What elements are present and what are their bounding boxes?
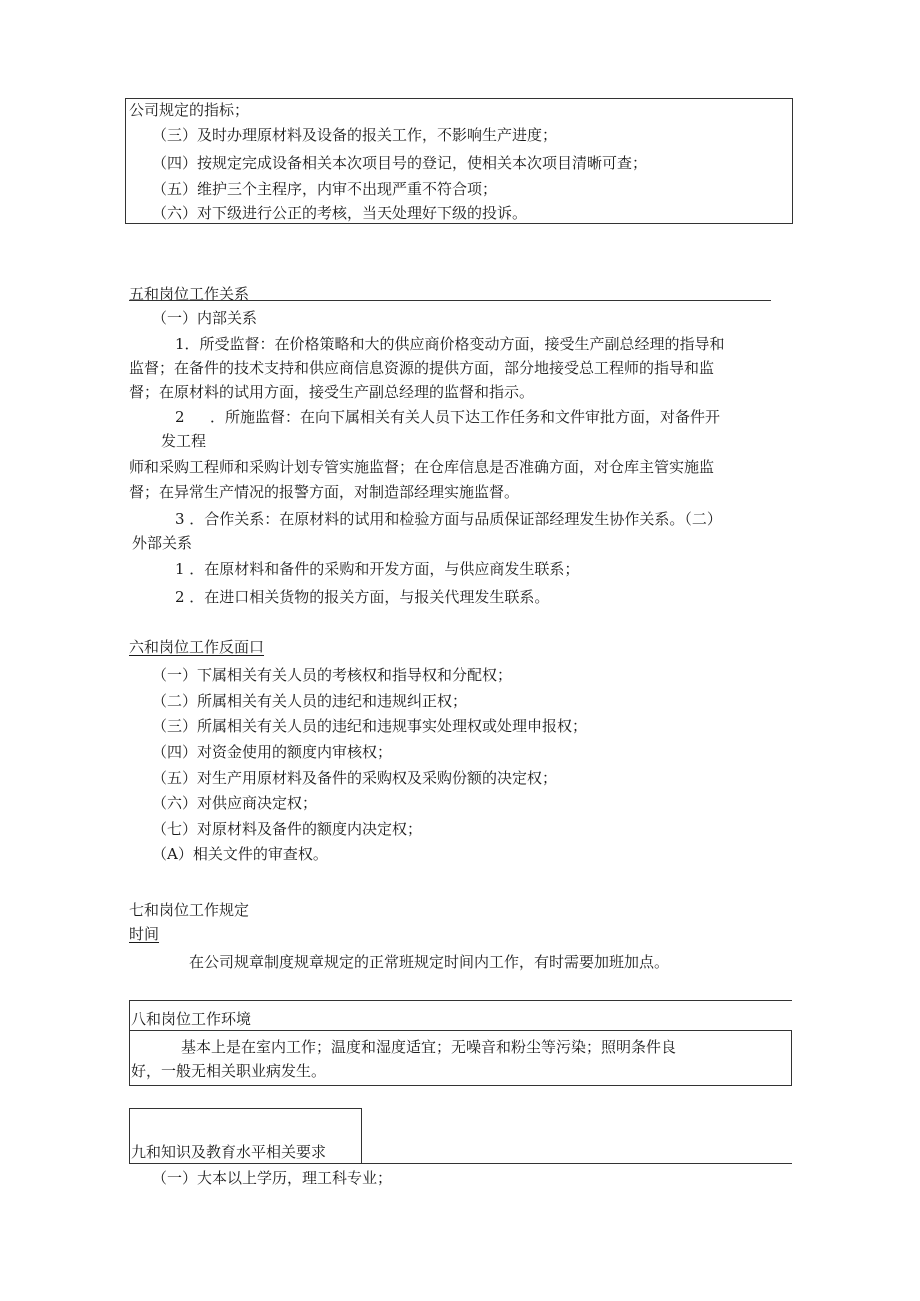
- cooperation-line: 3 ．合作关系：在原材料的试用和检验方面与品质保证部经理发生协作关系。（二）: [175, 510, 722, 528]
- section7-subtitle: 时间: [129, 925, 160, 943]
- authority-item-6: （六）对供应商决定权；: [152, 794, 318, 812]
- authority-item-3: （三）所属相关有关人员的违纪和违规事实处理权或处理申报权；: [152, 717, 588, 735]
- section6-title: 六和岗位工作反面口: [129, 638, 265, 656]
- supervision-line-2: 师和采购工程师和采购计划专管实施监督；在仓库信息是否准确方面，对仓库主管实施监: [129, 458, 715, 476]
- environment-line-0: 基本上是在室内工作；温度和湿度适宜；无噪音和粉尘等污染；照明条件良: [181, 1038, 677, 1056]
- section5-title: 五和岗位工作关系: [129, 285, 250, 303]
- education-item-1: （一）大本以上学历，理工科专业；: [152, 1169, 393, 1187]
- authority-item-1: （一）下属相关有关人员的考核权和指导权和分配权；: [152, 666, 513, 684]
- duty-line-2: （四）按规定完成设备相关本次项目号的登记，使相关本次项目清晰可查；: [152, 154, 648, 172]
- duty-line-3: （五）维护三个主程序，内审不出现严重不符合项；: [152, 180, 498, 198]
- external-relations-heading: 外部关系: [132, 534, 193, 552]
- section7-title: 七和岗位工作规定: [129, 901, 250, 919]
- section9-rule: [129, 1163, 792, 1164]
- authority-item-2: （二）所属相关有关人员的违纪和违规纠正权；: [152, 692, 468, 710]
- duty-line-0: 公司规定的指标；: [129, 101, 250, 119]
- supervision-number: 2: [175, 408, 185, 426]
- external-item-2: 2 ．在进口相关货物的报关方面，与报关代理发生联系。: [175, 588, 550, 606]
- environment-line-1: 好，一般无相关职业病发生。: [131, 1062, 327, 1080]
- supervision-line-0: ．所施监督：在向下属相关有关人员下达工作任务和文件审批方面，对备件开: [210, 408, 721, 426]
- supervision-line-1: 发工程: [161, 432, 207, 450]
- section5-title-rule: [129, 300, 771, 301]
- authority-item-8: （A）相关文件的审查权。: [152, 845, 328, 863]
- section9-title: 九和知识及教育水平相关要求: [131, 1143, 327, 1161]
- authority-item-5: （五）对生产用原材料及备件的采购权及采购份额的决定权；: [152, 769, 558, 787]
- external-item-1: 1 ．在原材料和备件的采购和开发方面，与供应商发生联系；: [175, 560, 580, 578]
- section8-title: 八和岗位工作环境: [131, 1010, 252, 1028]
- authority-item-4: （四）对资金使用的额度内审核权；: [152, 743, 393, 761]
- supervised-line-1: 监督；在备件的技术支持和供应商信息资源的提供方面，部分地接受总工程师的指导和监: [129, 359, 715, 377]
- authority-item-7: （七）对原材料及备件的额度内决定权；: [152, 820, 423, 838]
- internal-relations-heading: （一）内部关系: [152, 309, 258, 327]
- duty-line-4: （六）对下级进行公正的考核，当天处理好下级的投诉。: [152, 204, 528, 222]
- supervised-line-2: 督；在原材料的试用方面，接受生产副总经理的监督和指示。: [129, 383, 535, 401]
- duty-line-1: （三）及时办理原材料及设备的报关工作，不影响生产进度；: [152, 126, 558, 144]
- section8-top-rule: [129, 1000, 792, 1001]
- supervised-line-0: 1．所受监督：在价格策略和大的供应商价格变动方面，接受生产副总经理的指导和: [175, 335, 725, 353]
- section8-left-edge: [129, 1000, 130, 1031]
- supervision-line-3: 督；在异常生产情况的报警方面，对制造部经理实施监督。: [129, 483, 520, 501]
- work-time-text: 在公司规章制度规章规定的正常班规定时间内工作，有时需要加班加点。: [189, 953, 670, 971]
